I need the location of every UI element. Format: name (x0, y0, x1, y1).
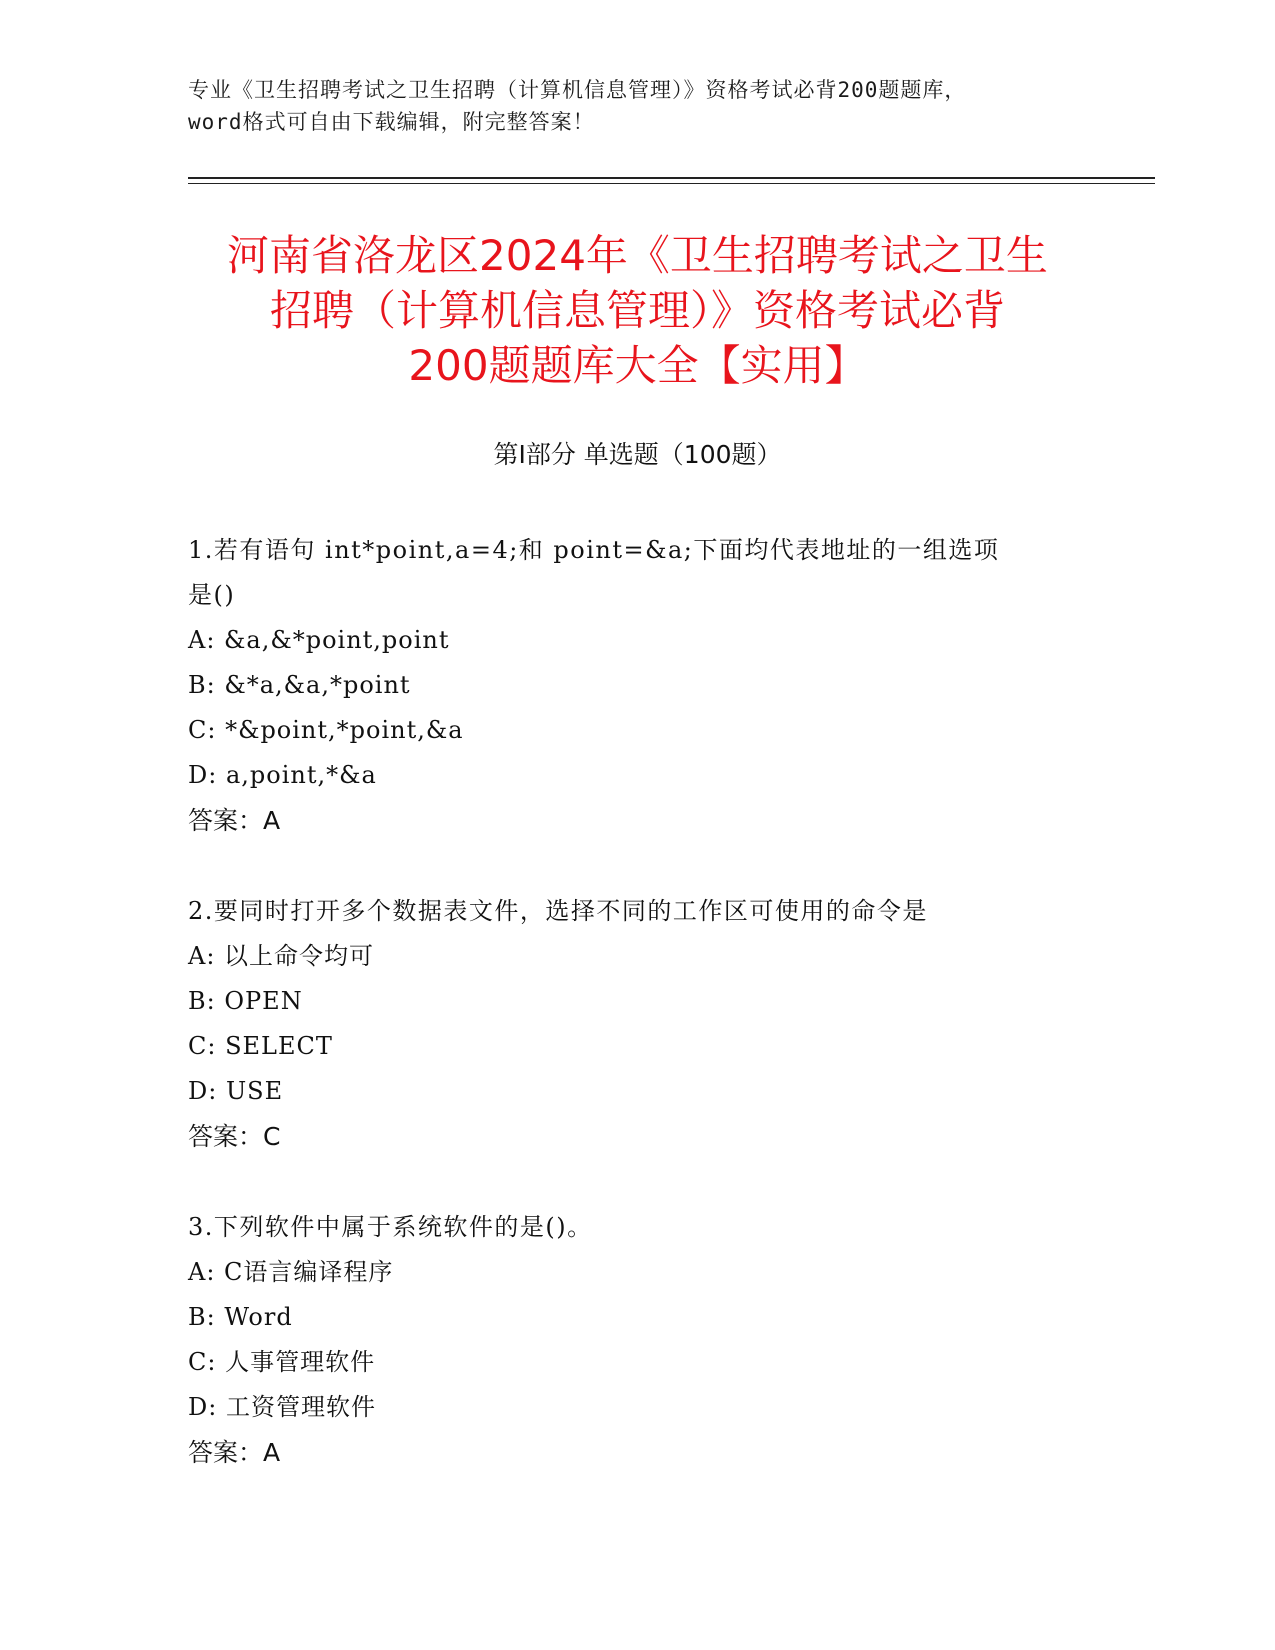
title-line-3: 200题题库大全【实用】 (408, 341, 867, 390)
document-title (150, 228, 1125, 393)
option-d: D: a,point,*&a (188, 761, 377, 789)
option-c: C: 人事管理软件 (188, 1348, 376, 1376)
question-2 (188, 889, 1088, 1159)
option-a: A: &a,&*point,point (188, 626, 450, 654)
option-a: A: C语言编译程序 (188, 1258, 394, 1286)
option-d: D: 工资管理软件 (188, 1393, 376, 1421)
question-stem: 3.下列软件中属于系统软件的是()。 (188, 1213, 593, 1241)
header-note-line-2: word格式可自由下载编辑，附完整答案！ (188, 110, 595, 134)
option-b: B: Word (188, 1303, 293, 1331)
header-rule-thin (188, 183, 1155, 184)
header-note (188, 74, 1088, 138)
option-c: C: SELECT (188, 1032, 333, 1060)
header-rule-thick (188, 177, 1155, 179)
title-line-2: 招聘（计算机信息管理）》资格考试必背 (269, 286, 1005, 335)
option-d: D: USE (188, 1077, 284, 1105)
question-stem-continued: 是() (188, 581, 236, 609)
option-c: C: *&point,*point,&a (188, 716, 464, 744)
answer: 答案：A (188, 806, 281, 835)
header-note-line-1: 专业《卫生招聘考试之卫生招聘（计算机信息管理）》资格考试必背200题题库， (188, 78, 967, 102)
section-title: 第Ⅰ部分 单选题（100题） (493, 440, 782, 469)
answer: 答案：C (188, 1122, 281, 1151)
question-stem: 2.要同时打开多个数据表文件，选择不同的工作区可使用的命令是 (188, 897, 928, 925)
question-list (188, 528, 1088, 1521)
option-b: B: &*a,&a,*point (188, 671, 411, 699)
title-line-1: 河南省洛龙区2024年《卫生招聘考试之卫生 (227, 231, 1048, 280)
question-3 (188, 1205, 1088, 1475)
answer: 答案：A (188, 1438, 281, 1467)
option-b: B: OPEN (188, 987, 303, 1015)
question-stem: 1.若有语句 int*point,a=4;和 point=&a;下面均代表地址的一组选项 (188, 536, 1000, 564)
option-a: A: 以上命令均可 (188, 942, 375, 970)
question-1 (188, 528, 1088, 843)
